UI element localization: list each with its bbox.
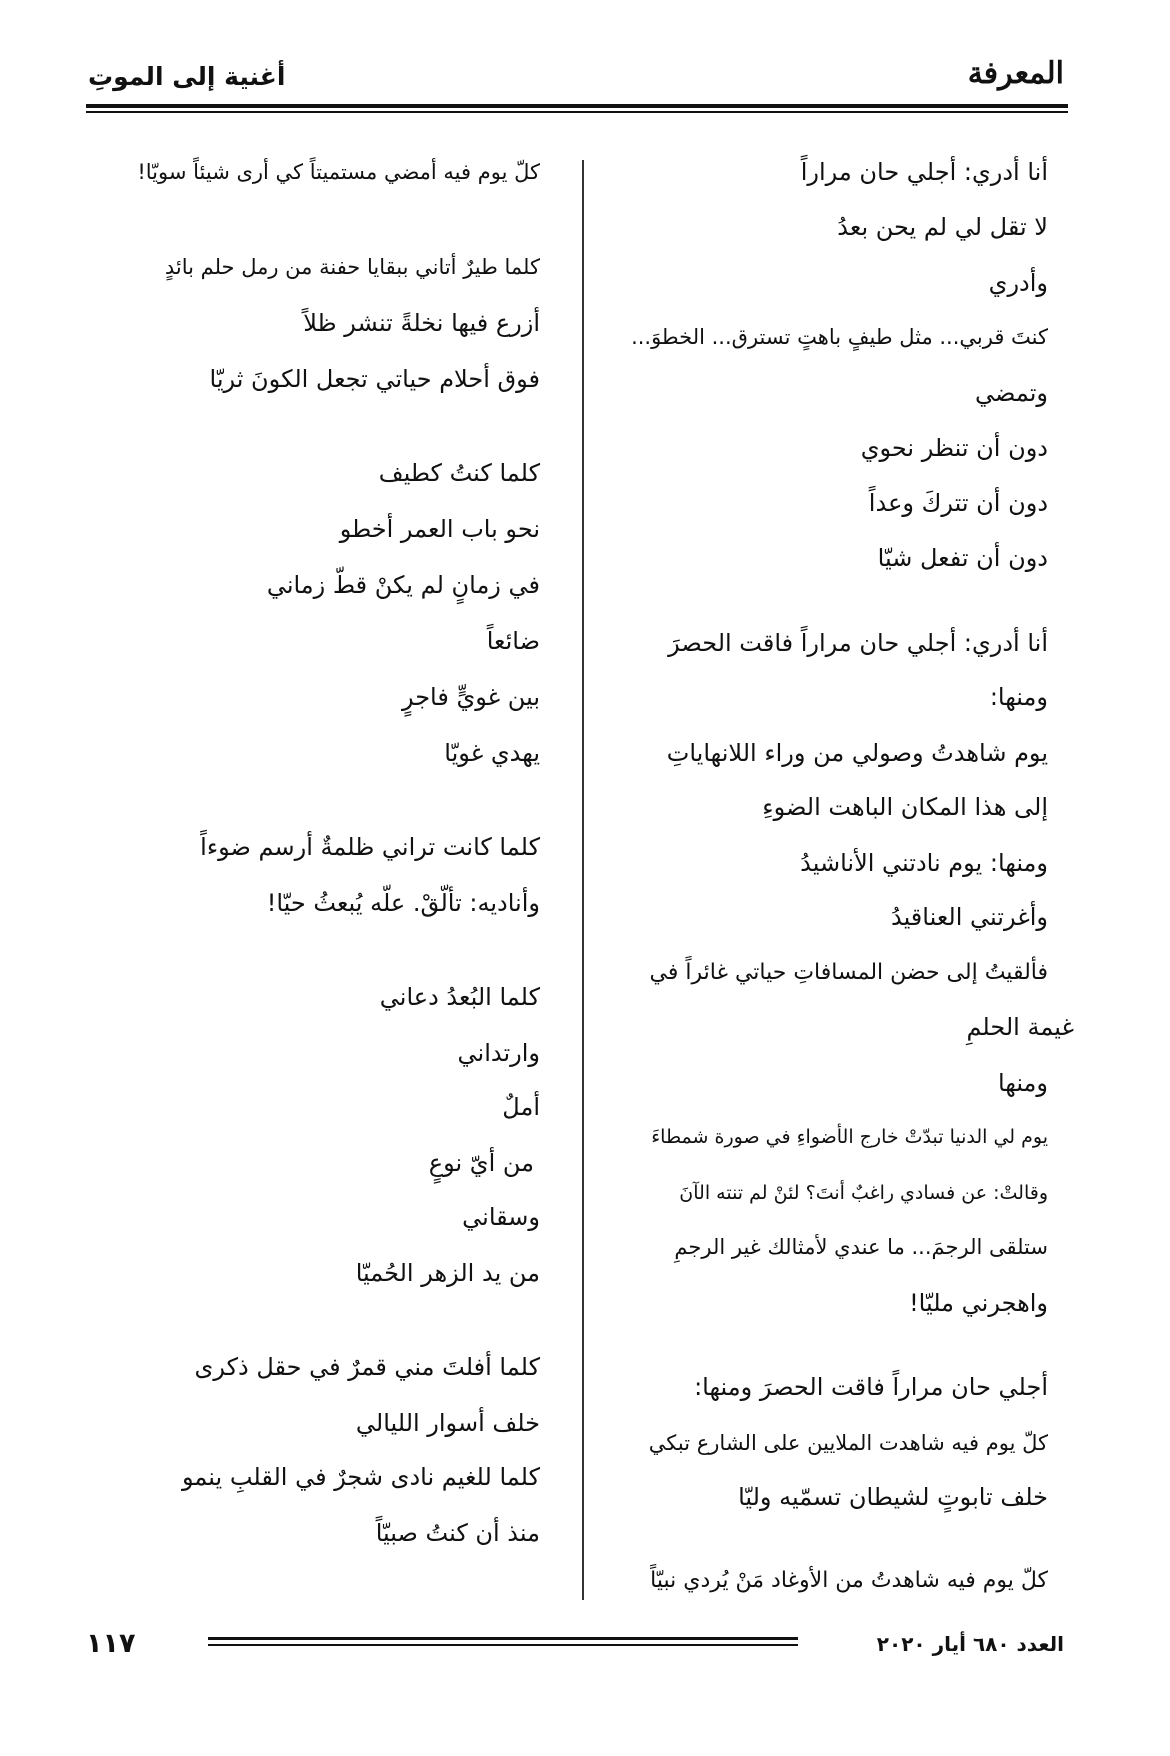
poem-line: إلى هذا المكان الباهت الضوءِ — [762, 793, 1048, 821]
poem-line: كنتَ قربي... مثل طيفٍ باهتٍ تسترق... الخطوَ... — [631, 325, 1048, 349]
poem-line: كلما كانت تراني ظلمةٌ أرسم ضوءاً — [200, 833, 540, 861]
poem-line: منذ أن كنتُ صبيّاً — [375, 1519, 540, 1547]
poem-line: أنا أدري: أجلي حان مراراً — [800, 158, 1048, 186]
poem-line: أملٌ — [502, 1093, 540, 1121]
poem-line: يهدي غويّا — [444, 739, 540, 767]
poem-line: في زمانٍ لم يكنْ قطّ زماني — [266, 571, 540, 599]
poem-line: وارتداني — [457, 1039, 540, 1067]
column-divider — [582, 160, 584, 1600]
poem-line: دون أن تفعل شيّا — [877, 544, 1048, 572]
poem-line: من أيّ نوعٍ — [428, 1149, 534, 1177]
poem-line: ومنها: يوم نادتني الأناشيدُ — [800, 849, 1048, 877]
poem-line: ومنها: — [989, 683, 1048, 711]
page-number: ١١٧ — [86, 1628, 136, 1659]
poem-line: وسقاني — [462, 1203, 540, 1231]
footer-rule-thick — [208, 1637, 798, 1640]
header-rule-thick — [86, 104, 1068, 108]
magazine-logo: المعرفة — [967, 56, 1064, 91]
poem-line: وأغرتني العناقيدُ — [890, 903, 1048, 931]
header-rule-thin — [86, 111, 1068, 113]
poem-line: دون أن تتركَ وعداً — [868, 489, 1048, 517]
poem-line: فألقيتُ إلى حضن المسافاتِ حياتي غائراً في — [649, 960, 1048, 985]
poem-line: كلما أفلتَ مني قمرٌ في حقل ذكرى — [194, 1353, 540, 1381]
poem-line: يوم شاهدتُ وصولي من وراء اللانهاياتِ — [666, 739, 1048, 767]
poem-line: خلف أسوار الليالي — [355, 1409, 540, 1437]
poem-line: كلّ يوم فيه شاهدت الملايين على الشارع تبكي — [648, 1431, 1048, 1455]
poem-line: فوق أحلام حياتي تجعل الكونَ ثريّا — [209, 365, 540, 393]
poem-line: كلما البُعدُ دعاني — [379, 983, 540, 1011]
poem-line: يوم لي الدنيا تبدّتْ خارج الأضواءِ في صورة شمطاءَ — [651, 1126, 1048, 1148]
poem-line: واهجرني مليّا! — [909, 1289, 1048, 1317]
poem-line: كلّ يوم فيه شاهدتُ من الأوغاد مَنْ يُردي نبيّاً — [650, 1568, 1048, 1593]
poem-line: وأدري — [988, 269, 1048, 297]
poem-line: ومنها — [997, 1069, 1048, 1097]
poem-line: ستلقى الرجمَ... ما عندي لأمثالك غير الرجمِ — [674, 1235, 1048, 1259]
poem-line: كلما طيرٌ أتاني ببقايا حفنة من رمل حلم بائدٍ — [164, 255, 540, 279]
poem-line: دون أن تنظر نحوي — [860, 434, 1048, 462]
issue-info: العدد ٦٨٠ أيار ٢٠٢٠ — [876, 1632, 1064, 1656]
poem-line: غيمة الحلمِ — [966, 1013, 1074, 1041]
poem-line: لا تقل لي لم يحن بعدُ — [837, 213, 1048, 241]
poem-line: كلّ يوم فيه أمضي مستميتاً كي أرى شيئاً سويّا! — [137, 160, 540, 184]
poem-line: وقالتْ: عن فسادي راغبٌ أنتَ؟ لئنْ لم تنته الآنَ — [679, 1182, 1048, 1204]
running-title: أغنية إلى الموتِ — [88, 62, 286, 91]
poem-line: أنا أدري: أجلي حان مراراً فاقت الحصرَ — [668, 629, 1048, 657]
footer-rule-thin — [208, 1644, 798, 1646]
poem-line: كلما للغيم نادى شجرٌ في القلبِ ينمو — [182, 1463, 540, 1491]
poem-line: نحو باب العمر أخطو — [339, 515, 540, 543]
poem-line: بين غويٍّ فاجرٍ — [401, 683, 540, 711]
poem-line: أزرع فيها نخلةً تنشر ظلاً — [303, 309, 540, 337]
poem-line: خلف تابوتٍ لشيطان تسمّيه وليّا — [738, 1483, 1048, 1511]
poem-line: وأناديه: تألّقْ. علّه يُبعثُ حيّا! — [266, 889, 540, 917]
poem-line: أجلي حان مراراً فاقت الحصرَ ومنها: — [694, 1373, 1048, 1401]
poem-line: ضائعاً — [486, 627, 540, 655]
poem-line: من يد الزهر الحُميّا — [355, 1259, 540, 1287]
poem-line: كلما كنتُ كطيف — [378, 459, 540, 487]
poem-line: وتمضي — [975, 379, 1048, 407]
